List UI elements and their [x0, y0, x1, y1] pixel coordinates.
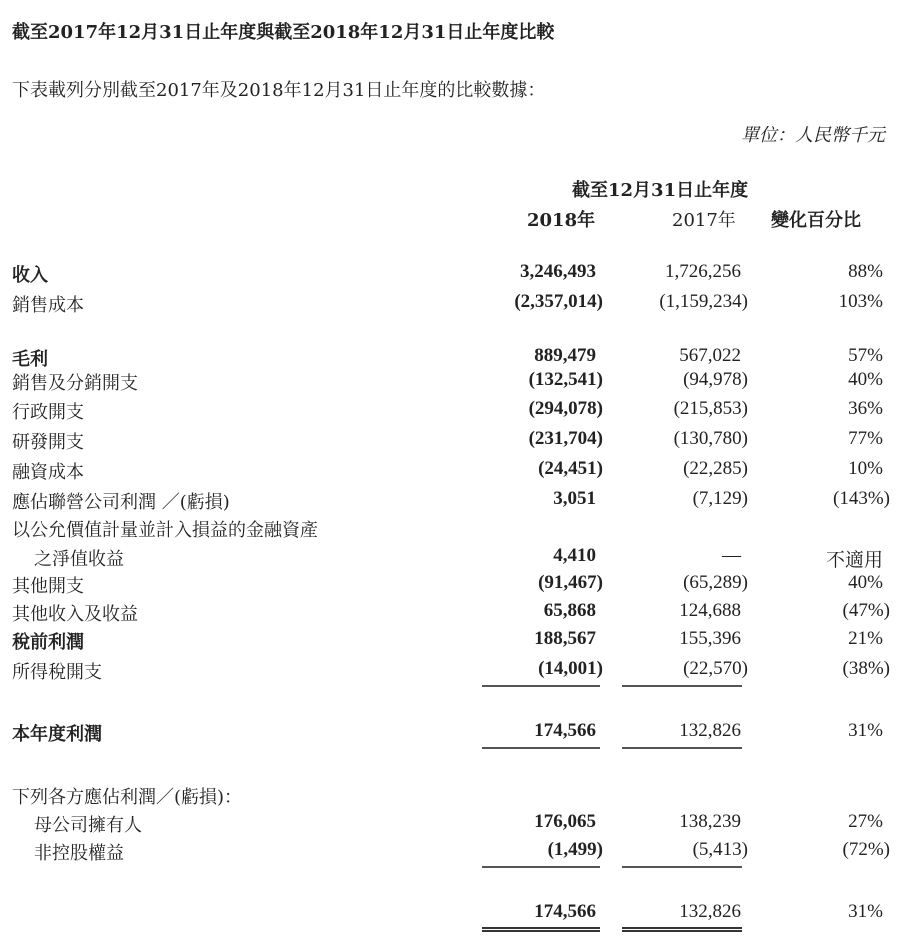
value-change: 31%	[848, 720, 883, 741]
underline-2017	[622, 685, 742, 687]
value-change: 57%	[848, 345, 883, 366]
column-header-change: 變化百分比	[771, 210, 861, 231]
value-2018: (231,704)	[528, 428, 603, 449]
value-change: (47%)	[842, 600, 890, 621]
table-row	[0, 901, 919, 927]
row-label: 毛利	[12, 349, 48, 370]
value-2018: 3,051	[553, 488, 596, 509]
value-2018: (2,357,014)	[514, 291, 603, 312]
underline-2018	[482, 866, 600, 868]
table-row	[0, 261, 919, 287]
row-label: 下列各方應佔利潤／(虧損)：	[12, 787, 243, 808]
value-change: 36%	[848, 398, 883, 419]
value-2017: (22,570)	[683, 658, 748, 679]
value-2017: 567,022	[679, 345, 741, 366]
table-row	[0, 398, 919, 424]
value-change: 27%	[848, 811, 883, 832]
table-row	[0, 369, 919, 395]
row-label: 融資成本	[12, 462, 84, 483]
table-row	[0, 720, 919, 746]
double-underline-2018	[482, 927, 600, 932]
row-label: 本年度利潤	[12, 724, 102, 745]
column-header-2018: 2018年	[527, 210, 596, 231]
value-change: 40%	[848, 572, 883, 593]
value-2018: (1,499)	[547, 839, 603, 860]
section-title: 截至2017年12月31日止年度與截至2018年12月31日止年度比較	[12, 22, 555, 43]
underline-2018	[482, 685, 600, 687]
value-2018: (132,541)	[528, 369, 603, 390]
value-2018: 174,566	[534, 901, 596, 922]
value-change: 88%	[848, 261, 883, 282]
table-row	[0, 658, 919, 684]
value-2017: 1,726,256	[665, 261, 741, 282]
row-label: 其他收入及收益	[12, 604, 138, 625]
value-change: 77%	[848, 428, 883, 449]
row-label: 收入	[12, 265, 48, 286]
value-2017: 155,396	[679, 628, 741, 649]
table-row	[0, 428, 919, 454]
value-2017: 138,239	[679, 811, 741, 832]
underline-2017	[622, 866, 742, 868]
value-2018: (91,467)	[538, 572, 603, 593]
double-underline-2017	[622, 927, 742, 932]
value-2017: (1,159,234)	[659, 291, 748, 312]
value-2017: (7,129)	[692, 488, 748, 509]
value-change: 21%	[848, 628, 883, 649]
table-row	[0, 291, 919, 317]
table-row	[0, 811, 919, 837]
value-2018: (24,451)	[538, 458, 603, 479]
row-label: 銷售成本	[12, 295, 84, 316]
table-row	[0, 545, 919, 571]
value-2017: 132,826	[679, 720, 741, 741]
value-change: (38%)	[842, 658, 890, 679]
value-2018: 188,567	[534, 628, 596, 649]
value-2018: 176,065	[534, 811, 596, 832]
unit-label: 單位：人民幣千元	[741, 125, 885, 146]
value-2018: 889,479	[534, 345, 596, 366]
value-change: 40%	[848, 369, 883, 390]
table-row	[0, 516, 919, 542]
value-2017: (215,853)	[673, 398, 748, 419]
period-header: 截至12月31日止年度	[572, 180, 749, 201]
value-change: (143%)	[833, 488, 890, 509]
value-2018: 174,566	[534, 720, 596, 741]
underline-2018	[482, 747, 600, 749]
row-label: 研發開支	[12, 432, 84, 453]
table-row	[0, 839, 919, 865]
value-2017: (94,978)	[683, 369, 748, 390]
row-label: 其他開支	[12, 576, 84, 597]
value-change: (72%)	[842, 839, 890, 860]
value-change: 不適用	[825, 550, 883, 571]
value-2017: 124,688	[679, 600, 741, 621]
value-2017: (5,413)	[692, 839, 748, 860]
section-subtitle: 下表載列分別截至2017年及2018年12月31日止年度的比較數據：	[12, 80, 546, 101]
value-2018: 4,410	[553, 545, 596, 566]
value-2017: —	[722, 545, 741, 566]
value-2017: (22,285)	[683, 458, 748, 479]
value-2017: (130,780)	[673, 428, 748, 449]
underline-2017	[622, 747, 742, 749]
row-label: 應佔聯營公司利潤 ／(虧損)	[12, 492, 230, 513]
row-label: 行政開支	[12, 402, 84, 423]
table-row	[0, 572, 919, 598]
row-label: 母公司擁有人	[34, 815, 142, 836]
table-row	[0, 600, 919, 626]
row-label: 銷售及分銷開支	[12, 373, 138, 394]
row-label: 以公允價值計量並計入損益的金融資產	[12, 520, 318, 541]
value-2017: 132,826	[679, 901, 741, 922]
row-label: 所得稅開支	[12, 662, 102, 683]
table-row	[0, 488, 919, 514]
value-2018: (14,001)	[538, 658, 603, 679]
value-2018: 3,246,493	[520, 261, 596, 282]
row-label: 之淨值收益	[34, 549, 124, 570]
table-row	[0, 628, 919, 654]
row-label: 非控股權益	[34, 843, 124, 864]
table-row	[0, 458, 919, 484]
value-change: 103%	[838, 291, 883, 312]
row-label: 稅前利潤	[12, 632, 84, 653]
value-2017: (65,289)	[683, 572, 748, 593]
value-2018: 65,868	[543, 600, 596, 621]
table-row	[0, 783, 919, 809]
table-row	[0, 345, 919, 371]
value-2018: (294,078)	[528, 398, 603, 419]
column-header-2017: 2017年	[672, 210, 736, 231]
value-change: 10%	[848, 458, 883, 479]
value-change: 31%	[848, 901, 883, 922]
